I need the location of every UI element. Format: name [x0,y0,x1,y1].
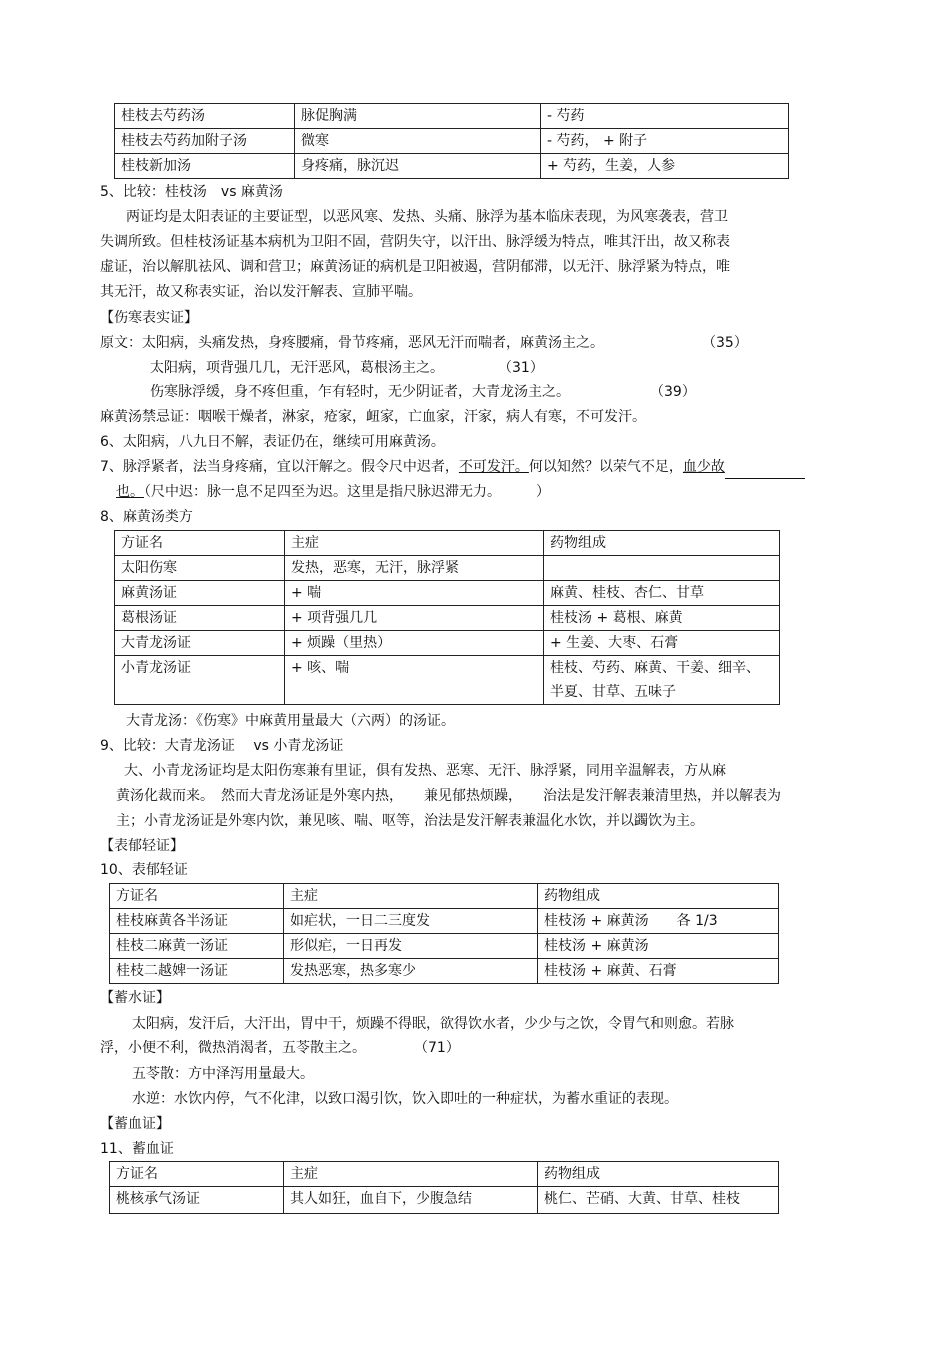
table-note: 大青龙汤：《伤寒》中麻黄用量最大（六两）的汤证。 [126,713,455,729]
section-11-heading: 11、蓄血证 [100,1141,174,1157]
paragraph-line: 黄汤化裁而来。 然而大青龙汤证是外寒内热， 兼见郁热烦躁， 治法是发汗解表兼清里热，并以解表为 [116,788,781,804]
section-tag-biaoyu: 【表郁轻证】 [100,838,184,854]
underlined-text: 不可发汗。 [458,459,529,475]
table-cell: 身疼痛，脉沉迟 [295,154,541,179]
paragraph-line: 两证均是太阳表证的主要证型，以恶风寒、发热、头痛、脉浮为基本临床表现，为风寒袭表，营卫 [126,209,728,225]
table-mahuang-family [114,530,780,705]
table-cell: + 喘 [285,581,544,606]
column-header: 主症 [284,1162,538,1187]
quote-line: 太阳病，项背强几几，无汗恶风，葛根汤主之。 [150,360,444,376]
clause-number: （71） [414,1040,460,1056]
table-cell: 桂枝去芍药汤 [115,104,295,129]
table-xuxue [109,1161,779,1214]
section-tag-shanghan: 【伤寒表实证】 [100,310,198,326]
table-row [110,934,779,959]
clause-number: （31） [498,360,544,376]
clause-number: （35） [702,335,748,351]
table-row [110,1187,779,1214]
contraindication-line: 麻黄汤禁忌证：咽喉干燥者，淋家，疮家，衄家，亡血家，汗家，病人有寒，不可发汗。 [100,409,646,425]
paragraph-line: 虚证，治以解肌祛风、调和营卫；麻黄汤证的病机是卫阳被遏，营阴郁滞，以无汗、脉浮紧为特点，唯 [100,259,730,275]
table-cell: 桃核承气汤证 [110,1187,284,1214]
column-header: 方证名 [110,884,284,909]
table-cell: + 芍药，生姜，人参 [541,154,789,179]
table-cell: 桂枝新加汤 [115,154,295,179]
table-cell: 桂枝汤 + 麻黄、石膏 [538,959,779,984]
section-6: 6、太阳病，八九日不解，表证仍在，继续可用麻黄汤。 [100,434,445,450]
table-header-row [110,1162,779,1187]
section-7-line1 [100,455,805,479]
table-cell: 如疟状，一日二三度发 [284,909,538,934]
table-row [115,104,789,129]
table-cell: 麻黄、桂枝、杏仁、甘草 [544,581,780,606]
table-cell: 桃仁、芒硝、大黄、甘草、桂枝 [538,1187,779,1214]
table-cell: 其人如狂，血自下，少腹急结 [284,1187,538,1214]
underlined-text: 也。 [116,484,144,500]
table-cell: 桂枝二麻黄一汤证 [110,934,284,959]
table-cell: 形似疟，一日再发 [284,934,538,959]
table-cell: 大青龙汤证 [115,631,285,656]
table-header-row [115,531,780,556]
paragraph-line: 水逆：水饮内停，气不化津，以致口渴引饮，饮入即吐的一种症状，为蓄水重证的表现。 [132,1091,678,1107]
paragraph-line: 太阳病，发汗后，大汗出，胃中干，烦躁不得眠，欲得饮水者，少少与之饮，令胃气和则愈。若脉 [132,1016,734,1032]
paragraph-line: 大、小青龙汤证均是太阳伤寒兼有里证，俱有发热、恶寒、无汗、脉浮紧，同用辛温解表，方从麻 [124,763,726,779]
table-cell: 麻黄汤证 [115,581,285,606]
table-biaoyu [109,883,779,984]
table-cell: 桂枝汤 + 麻黄汤 [538,934,779,959]
table-row [115,581,780,606]
paragraph-line: 浮，小便不利，微热消渴者，五苓散主之。 [100,1040,366,1056]
table-row [115,556,780,581]
section-10-heading: 10、表郁轻证 [100,862,188,878]
quote-line: 伤寒脉浮缓，身不疼但重，乍有轻时，无少阴证者，大青龙汤主之。 [150,384,570,400]
section-tag-xushui: 【蓄水证】 [100,990,170,1006]
table-row [115,154,789,179]
table-cell: 桂枝麻黄各半汤证 [110,909,284,934]
column-header: 药物组成 [538,1162,779,1187]
table-cell: 太阳伤寒 [115,556,285,581]
clause-number: （39） [650,384,696,400]
table-cell: + 烦躁（里热） [285,631,544,656]
underline-fill [725,462,805,479]
section-tag-xuxue: 【蓄血证】 [100,1116,170,1132]
table-cell: + 生姜、大枣、石膏 [544,631,780,656]
table-cell: 发热，恶寒，无汗，脉浮紧 [285,556,544,581]
table-cell: + 咳、喘 [285,656,544,705]
table-cell: 脉促胸满 [295,104,541,129]
table-cell: 桂枝汤 + 麻黄汤 各 1/3 [538,909,779,934]
table-cell: 桂枝去芍药加附子汤 [115,129,295,154]
table-row [115,606,780,631]
table-cell: 桂枝二越婢一汤证 [110,959,284,984]
paragraph-line: 主；小青龙汤证是外寒内饮，兼见咳、喘、呕等，治法是发汗解表兼温化水饮，并以蠲饮为主。 [116,813,704,829]
paragraph-line: 其无汗，故又称表实证，治以发汗解表、宣肺平喘。 [100,284,422,300]
table-cell: 桂枝、芍药、麻黄、干姜、细辛、半夏、甘草、五味子 [544,656,780,705]
table-row [115,656,780,705]
table-header-row [110,884,779,909]
column-header: 方证名 [115,531,285,556]
table-guizhi-variants [114,103,789,179]
table-cell: 葛根汤证 [115,606,285,631]
table-cell: + 项背强几几 [285,606,544,631]
section-7-line2 [116,480,550,504]
section-8-heading: 8、麻黄汤类方 [100,509,193,525]
quote-line: 原文：太阳病，头痛发热，身疼腰痛，骨节疼痛，恶风无汗而喘者，麻黄汤主之。 [100,335,604,351]
paragraph-line: 五苓散：方中泽泻用量最大。 [132,1066,314,1082]
text-span: （尺中迟：脉一息不足四至为迟。这里是指尺脉迟滞无力。 [144,484,494,500]
paragraph-line: 失调所致。但桂枝汤证基本病机为卫阳不固，营阴失守，以汗出、脉浮缓为特点，唯其汗出，故又称表 [100,234,730,250]
table-cell: 微寒 [295,129,541,154]
table-cell: - 芍药， + 附子 [541,129,789,154]
table-row [110,959,779,984]
table-cell: 发热恶寒，热多寒少 [284,959,538,984]
column-header: 方证名 [110,1162,284,1187]
table-row [115,129,789,154]
table-cell: 桂枝汤 + 葛根、麻黄 [544,606,780,631]
section-5-heading: 5、比较：桂枝汤 vs 麻黄汤 [100,184,283,200]
table-cell: - 芍药 [541,104,789,129]
table-row [110,909,779,934]
table-row [115,631,780,656]
text-span: 何以知然？以荣气不足， [528,459,683,475]
column-header: 主症 [285,531,544,556]
section-9-heading: 9、比较：大青龙汤证 vs 小青龙汤证 [100,738,344,754]
text-span: ） [536,484,550,500]
table-cell [544,556,780,581]
table-cell: 小青龙汤证 [115,656,285,705]
underlined-text: 血少故 [682,459,725,475]
column-header: 药物组成 [538,884,779,909]
column-header: 药物组成 [544,531,780,556]
column-header: 主症 [284,884,538,909]
text-span: 7、脉浮紧者，法当身疼痛，宜以汗解之。假令尺中迟者， [100,459,459,475]
